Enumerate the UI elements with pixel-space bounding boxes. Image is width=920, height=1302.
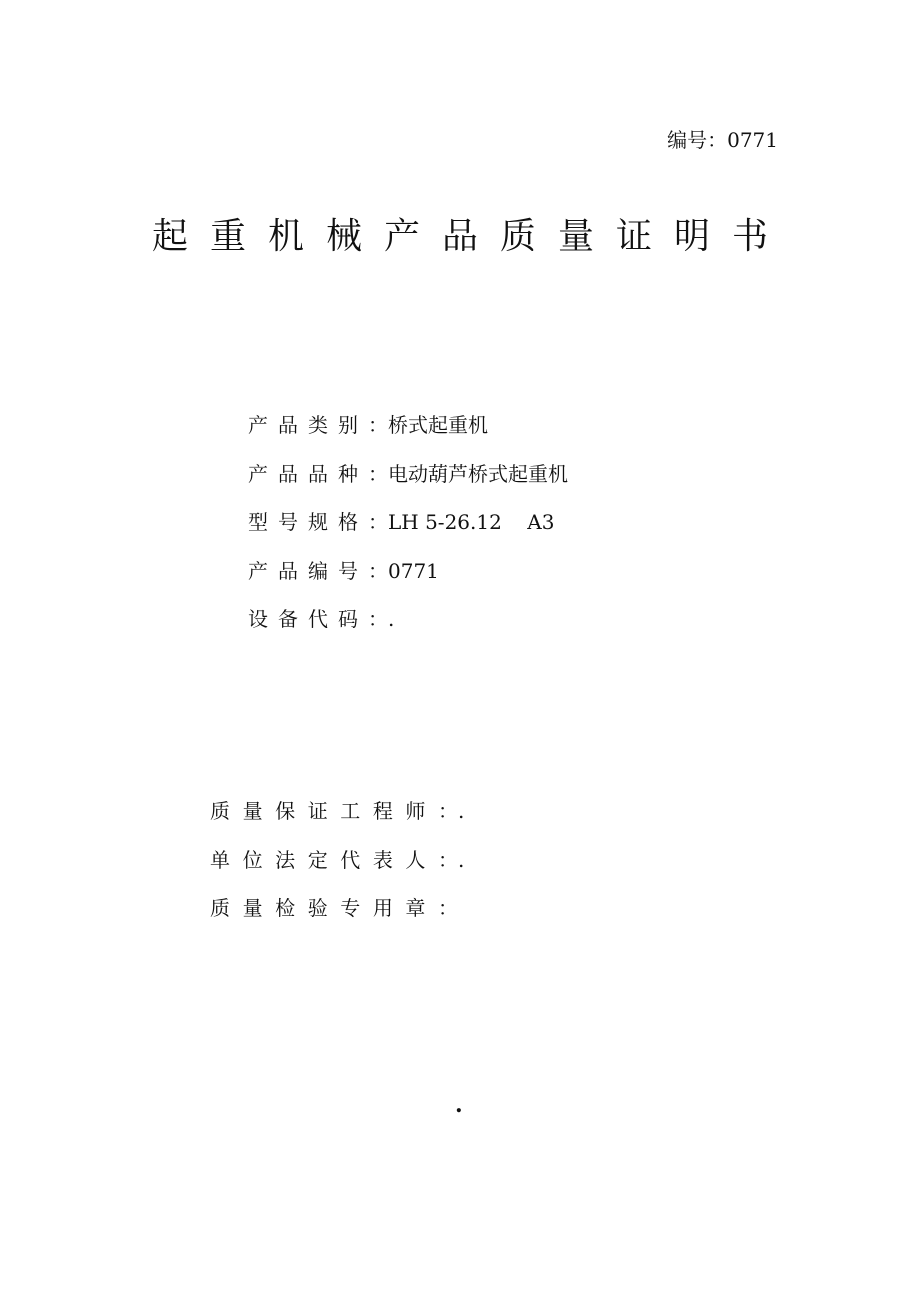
inspection-seal-label: 质量检验专用章： <box>210 896 458 920</box>
product-number-row <box>248 555 568 604</box>
quality-engineer-value: . <box>458 799 465 823</box>
document-number-value: 0771 <box>727 128 778 152</box>
product-category-row <box>248 409 568 458</box>
model-spec-label: 型号规格： <box>248 510 388 534</box>
document-number <box>667 124 778 153</box>
document-title: 起重机械产品质量证明书 <box>151 216 790 257</box>
quality-engineer-label: 质量保证工程师： <box>210 799 458 823</box>
product-info-section <box>248 409 568 652</box>
equipment-code-value: . <box>388 607 395 631</box>
legal-representative-value: . <box>458 847 465 872</box>
equipment-code-row <box>248 603 568 652</box>
signature-section <box>210 795 464 941</box>
inspection-seal-row <box>210 892 464 941</box>
product-category-value: 桥式起重机 <box>388 413 488 437</box>
legal-representative-row <box>210 844 464 893</box>
legal-representative-label: 单位法定代表人： <box>210 847 458 872</box>
footer-mark: . <box>455 1092 463 1118</box>
product-category-label: 产品类别： <box>248 413 388 437</box>
equipment-code-label: 设备代码： <box>248 607 388 631</box>
model-spec-row <box>248 506 568 555</box>
product-number-value: 0771 <box>388 558 439 583</box>
model-spec-value: LH 5-26.12 A3 <box>388 510 555 534</box>
product-variety-value: 电动葫芦桥式起重机 <box>388 461 568 486</box>
product-variety-label: 产品品种： <box>248 461 388 486</box>
document-number-label: 编号： <box>667 128 728 152</box>
product-number-label: 产品编号： <box>248 558 388 583</box>
product-variety-row <box>248 458 568 507</box>
quality-engineer-row <box>210 795 464 844</box>
